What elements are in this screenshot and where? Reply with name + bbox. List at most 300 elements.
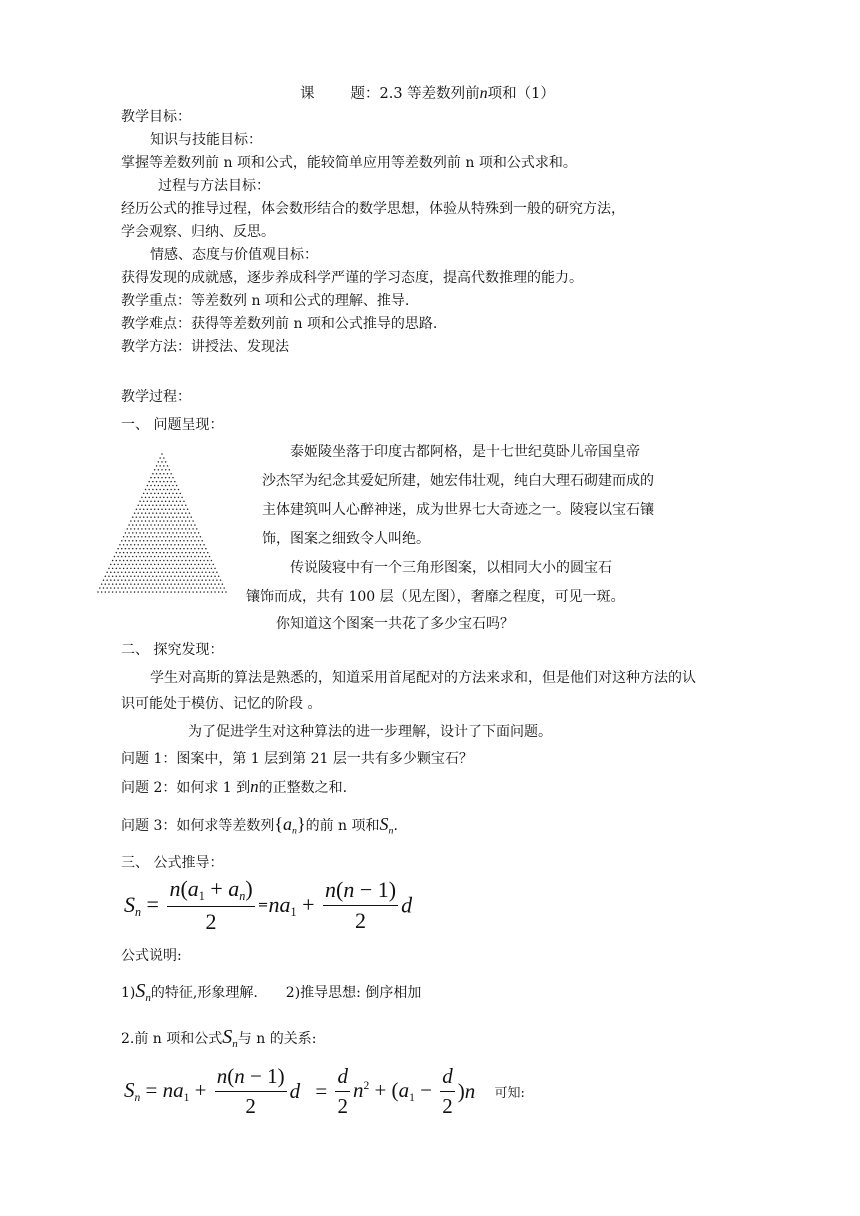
gem-dot: [196, 536, 198, 538]
gem-dot: [132, 548, 134, 550]
gem-dot: [176, 556, 178, 558]
gem-dot: [159, 457, 161, 459]
gem-dot: [191, 516, 193, 518]
gem-dot: [150, 532, 152, 534]
gem-dot: [114, 587, 116, 589]
gem-dot: [183, 564, 185, 566]
gem-dot: [139, 508, 141, 510]
gem-dot: [223, 587, 225, 589]
gem-dot: [150, 556, 152, 558]
gem-dot: [169, 477, 171, 479]
gem-dot: [154, 485, 156, 487]
gem-dot: [169, 579, 171, 581]
gem-dot: [158, 572, 160, 574]
gem-dot: [185, 505, 187, 507]
gem-dot: [163, 481, 165, 483]
question-3: [121, 814, 398, 841]
gem-dot: [187, 532, 189, 534]
gem-dot: [180, 579, 182, 581]
gem-dot: [110, 579, 112, 581]
gem-dot: [180, 501, 182, 503]
gem-dot: [128, 532, 130, 534]
gem-dot: [147, 524, 149, 526]
gem-dot: [148, 528, 150, 530]
gem-dot: [203, 560, 205, 562]
gem-dot: [110, 564, 112, 566]
gem-dot: [159, 505, 161, 507]
gem-dot: [114, 572, 116, 574]
gem-dot: [225, 591, 227, 593]
gem-dot: [154, 508, 156, 510]
gem-dot: [103, 587, 105, 589]
gem-dot: [134, 552, 136, 554]
gem-dot: [127, 568, 129, 570]
gem-dot: [154, 540, 156, 542]
gem-dot: [130, 536, 132, 538]
process-heading: 教学过程：: [121, 389, 191, 405]
gem-dot: [172, 508, 174, 510]
gem-dot: [178, 591, 180, 593]
gem-dot: [137, 528, 139, 530]
gem-dot: [163, 465, 165, 467]
gem-dot: [172, 548, 174, 550]
gem-dot: [174, 575, 176, 577]
gem-dot: [128, 572, 130, 574]
story-line-3: 主体建筑叫人心醉神迷，成为世界七大奇迹之一。陵寝以宝石镶: [262, 502, 654, 518]
gem-dot: [127, 591, 129, 593]
gem-dot: [134, 520, 136, 522]
gem-dot: [150, 501, 152, 503]
gem-dot: [123, 544, 125, 546]
gem-dot: [154, 579, 156, 581]
gem-dot: [106, 587, 108, 589]
gem-dot: [152, 544, 154, 546]
gem-dot: [169, 485, 171, 487]
gem-dot: [105, 591, 107, 593]
gem-dot: [123, 575, 125, 577]
gem-dot: [152, 528, 154, 530]
gem-dot: [194, 532, 196, 534]
section-2-heading: 二、 探究发现：: [121, 642, 224, 658]
gem-dot: [220, 587, 222, 589]
gem-dot: [141, 512, 143, 514]
gem-dot: [156, 520, 158, 522]
gem-dot: [147, 501, 149, 503]
gem-dot: [148, 591, 150, 593]
gem-dot: [159, 489, 161, 491]
section-1-heading: 一、 问题呈现：: [121, 417, 224, 433]
note-1-label: 1): [121, 985, 136, 1001]
gem-dot: [137, 591, 139, 593]
gem-dot: [196, 560, 198, 562]
gem-dot: [192, 591, 194, 593]
page-title: [300, 84, 555, 104]
gem-dot: [194, 587, 196, 589]
gem-dot: [187, 564, 189, 566]
gem-dot: [125, 532, 127, 534]
gem-dot: [150, 579, 152, 581]
gem-dot: [198, 587, 200, 589]
gem-dot: [143, 564, 145, 566]
gem-dot: [132, 572, 134, 574]
gem-dot: [121, 572, 123, 574]
gem-dot: [201, 540, 203, 542]
gem-dot: [117, 572, 119, 574]
gem-dot: [119, 552, 121, 554]
gem-dot: [119, 568, 121, 570]
gem-dot: [148, 552, 150, 554]
gem-dot: [205, 548, 207, 550]
difficulty: 教学难点：获得等差数列前 n 项和公式推导的思路.: [121, 316, 438, 332]
gem-dot: [139, 516, 141, 518]
gem-dot: [201, 579, 203, 581]
gem-dot: [185, 583, 187, 585]
gem-dot: [170, 497, 172, 499]
gem-dot: [116, 575, 118, 577]
gem-dot: [159, 591, 161, 593]
gem-dot: [158, 469, 160, 471]
process-goal-text-1: 经历公式的推导过程，体会数形结合的数学思想，体验从特殊到一般的研究方法，: [121, 201, 625, 217]
question-3-end: .: [393, 818, 398, 834]
knowledge-text: 掌握等差数列前 n 项和公式，能较简单应用等差数列前 n 项和公式求和。: [121, 155, 577, 171]
gem-dot: [134, 536, 136, 538]
gem-dot: [170, 481, 172, 483]
gem-dot: [156, 536, 158, 538]
gem-dot: [194, 572, 196, 574]
gem-dot: [156, 575, 158, 577]
gem-dot: [178, 544, 180, 546]
gem-dot: [108, 575, 110, 577]
gem-dot: [136, 556, 138, 558]
gem-dot: [207, 591, 209, 593]
question-3-middle: 的前 n 项和: [305, 818, 380, 834]
gem-dot: [161, 556, 163, 558]
gem-dot: [148, 520, 150, 522]
gem-dot: [172, 524, 174, 526]
gem-dot: [130, 575, 132, 577]
gem-dot: [198, 572, 200, 574]
gem-dot: [185, 544, 187, 546]
goals-heading: 教学目标：: [121, 109, 191, 125]
gem-dot: [176, 508, 178, 510]
gem-dot: [185, 552, 187, 554]
gem-dot: [174, 560, 176, 562]
gem-dot: [191, 587, 193, 589]
gem-dot: [119, 591, 121, 593]
emotion-heading: 情感、态度与价值观目标：: [150, 247, 318, 263]
gem-dot: [165, 564, 167, 566]
gem-dot: [169, 587, 171, 589]
gem-dot: [136, 548, 138, 550]
gem-dot: [192, 528, 194, 530]
gem-dot: [161, 461, 163, 463]
gem-dot: [187, 556, 189, 558]
gem-dot: [178, 583, 180, 585]
gem-dot: [198, 564, 200, 566]
gem-dot: [170, 512, 172, 514]
gem-dot: [165, 477, 167, 479]
gem-dot: [181, 536, 183, 538]
gem-dot: [198, 532, 200, 534]
gem-dot: [130, 583, 132, 585]
gem-dot: [143, 556, 145, 558]
gem-dot: [176, 485, 178, 487]
gem-dot: [147, 540, 149, 542]
gem-dot: [178, 505, 180, 507]
gem-dot: [170, 536, 172, 538]
gem-dot: [141, 520, 143, 522]
gem-dot: [134, 575, 136, 577]
gem-dot: [121, 540, 123, 542]
gem-dot: [117, 556, 119, 558]
gem-dot: [150, 572, 152, 574]
gem-dot: [178, 489, 180, 491]
gem-dot: [137, 512, 139, 514]
gem-dot: [99, 587, 101, 589]
gem-dot: [176, 524, 178, 526]
gem-dot: [117, 587, 119, 589]
question-1: 问题 1：图案中，第 1 层到第 21 层一共有多少颗宝石？: [121, 751, 473, 767]
gem-dot: [143, 579, 145, 581]
gem-dot: [163, 497, 165, 499]
gem-dot: [185, 568, 187, 570]
gem-dot: [165, 587, 167, 589]
gem-dot: [150, 493, 152, 495]
gem-dot: [159, 544, 161, 546]
gem-dot: [165, 493, 167, 495]
gem-dot: [154, 477, 156, 479]
gem-dot: [194, 540, 196, 542]
gem-dot: [181, 568, 183, 570]
gem-dot: [187, 508, 189, 510]
gem-dot: [145, 512, 147, 514]
gem-dot: [156, 505, 158, 507]
gem-dot: [187, 540, 189, 542]
gem-dot: [222, 583, 224, 585]
gem-dot: [200, 583, 202, 585]
gem-dot: [196, 591, 198, 593]
gem-dot: [127, 552, 129, 554]
gem-dot: [130, 560, 132, 562]
gem-dot: [156, 481, 158, 483]
gem-dot: [170, 583, 172, 585]
gem-dot: [189, 591, 191, 593]
gem-dot: [185, 536, 187, 538]
gem-dot: [212, 564, 214, 566]
gem-dot: [152, 575, 154, 577]
gem-dot: [189, 512, 191, 514]
gem-dot: [165, 548, 167, 550]
formula-note-1: [121, 981, 421, 1008]
gem-dot: [167, 489, 169, 491]
gem-dot: [203, 591, 205, 593]
gem-dot: [97, 591, 99, 593]
gem-dot: [189, 568, 191, 570]
gem-dot: [181, 583, 183, 585]
note-1-text: 的特征,形象理解.: [150, 985, 258, 1001]
gem-dot: [130, 544, 132, 546]
gem-dot: [187, 524, 189, 526]
gem-dot: [154, 524, 156, 526]
gem-dot: [145, 497, 147, 499]
gem-dot: [136, 508, 138, 510]
sn-symbol-2: $S_n$: [135, 980, 151, 1004]
gem-dot: [192, 583, 194, 585]
gem-dot: [209, 564, 211, 566]
gem-dot: [201, 556, 203, 558]
gem-dot: [172, 493, 174, 495]
gem-dot: [134, 512, 136, 514]
gem-dot: [167, 575, 169, 577]
gem-dot: [165, 524, 167, 526]
gem-dot: [169, 564, 171, 566]
gem-dot: [169, 556, 171, 558]
gem-dot: [125, 572, 127, 574]
gem-dot: [216, 572, 218, 574]
sequence-an-symbol: $\{a_n\}$: [274, 814, 306, 837]
gem-dot: [180, 572, 182, 574]
gem-dot: [180, 516, 182, 518]
gem-dot: [170, 568, 172, 570]
knowledge-heading: 知识与技能目标：: [150, 132, 262, 148]
gem-dot: [158, 556, 160, 558]
gem-dot: [196, 575, 198, 577]
gem-dot: [211, 591, 213, 593]
gem-dot: [137, 575, 139, 577]
gem-dot: [163, 575, 165, 577]
gem-dot: [183, 524, 185, 526]
gem-dot: [194, 548, 196, 550]
gem-dot: [174, 512, 176, 514]
gem-dot: [205, 587, 207, 589]
note-2-label: 2.前 n 项和公式: [121, 1031, 223, 1047]
gem-dot: [180, 524, 182, 526]
gem-dot: [145, 536, 147, 538]
gem-dot: [211, 560, 213, 562]
gem-dot: [136, 579, 138, 581]
gem-dot: [137, 536, 139, 538]
gem-dot: [161, 493, 163, 495]
gem-dot: [222, 591, 224, 593]
gem-dot: [148, 575, 150, 577]
key-point: 教学重点：等差数列 n 项和公式的理解、推导.: [121, 293, 410, 309]
question-3-prefix: 问题 3：如何求等差数列: [121, 818, 275, 834]
gem-dot: [181, 497, 183, 499]
gem-dot: [201, 572, 203, 574]
gem-dot: [176, 532, 178, 534]
gem-dot: [143, 516, 145, 518]
gem-dot: [174, 481, 176, 483]
gem-dot: [145, 520, 147, 522]
gem-dot: [180, 587, 182, 589]
gem-dot: [218, 591, 220, 593]
gem-dot: [141, 528, 143, 530]
gem-dot: [170, 591, 172, 593]
formula-note-heading: 公式说明:: [121, 948, 182, 964]
gem-dot: [123, 536, 125, 538]
gem-dot: [180, 548, 182, 550]
gem-dot: [148, 583, 150, 585]
explore-text-1: 学生对高斯的算法是熟悉的，知道采用首尾配对的方法来求和，但是他们对这种方法的认: [150, 670, 696, 686]
gem-dot: [180, 508, 182, 510]
gem-dot: [141, 552, 143, 554]
gem-dot: [145, 528, 147, 530]
gem-dot: [181, 512, 183, 514]
formula-note-2: [121, 1027, 316, 1054]
gem-dot: [183, 556, 185, 558]
gem-dot: [200, 575, 202, 577]
gem-dot: [143, 572, 145, 574]
gem-dot: [178, 560, 180, 562]
gem-dot: [152, 505, 154, 507]
gem-dot: [211, 583, 213, 585]
gem-dot: [117, 564, 119, 566]
gem-dot: [205, 572, 207, 574]
gem-dot: [174, 536, 176, 538]
gem-dot: [147, 516, 149, 518]
gem-dot: [147, 556, 149, 558]
gem-dot: [161, 469, 163, 471]
gem-dot: [180, 556, 182, 558]
gem-dot: [172, 572, 174, 574]
gem-dot: [205, 564, 207, 566]
gem-dot: [214, 591, 216, 593]
gem-dot: [169, 493, 171, 495]
gem-dot: [134, 591, 136, 593]
gem-dot: [150, 540, 152, 542]
gem-dot: [170, 528, 172, 530]
gem-dot: [169, 540, 171, 542]
gem-dot: [139, 572, 141, 574]
story-line-4: 饰，图案之细致令人叫绝。: [262, 531, 430, 547]
sn-symbol-3: $S_n$: [222, 1026, 238, 1050]
gem-dot: [165, 469, 167, 471]
gem-dot: [119, 560, 121, 562]
gem-dot: [132, 587, 134, 589]
gem-dot: [132, 564, 134, 566]
gem-dot: [116, 591, 118, 593]
gem-dot: [169, 524, 171, 526]
gem-dot: [158, 493, 160, 495]
gem-dot: [218, 583, 220, 585]
gem-dot: [147, 579, 149, 581]
gem-dot: [212, 587, 214, 589]
gem-dot: [148, 560, 150, 562]
title-part-c: 项和（1）: [487, 86, 555, 102]
gem-dot: [191, 524, 193, 526]
gem-dot: [121, 564, 123, 566]
gem-dot: [121, 556, 123, 558]
gem-dot: [141, 583, 143, 585]
gem-dot: [152, 489, 154, 491]
gem-dot: [152, 497, 154, 499]
gem-dot: [159, 465, 161, 467]
gem-dot: [145, 505, 147, 507]
gem-dot: [207, 568, 209, 570]
gem-dot: [176, 548, 178, 550]
gem-dot: [147, 508, 149, 510]
gem-dot: [170, 505, 172, 507]
gem-dot: [167, 481, 169, 483]
gem-dot: [183, 540, 185, 542]
gem-dot: [152, 536, 154, 538]
gem-dot: [169, 516, 171, 518]
story-line-6: 镶饰而成，共有 100 层（见左图），奢靡之程度，可见一斑。: [246, 589, 625, 605]
question-2-prefix: 问题 2：如何求 1 到: [121, 780, 251, 796]
gem-dot: [180, 540, 182, 542]
gem-dot: [165, 461, 167, 463]
gem-dot: [156, 560, 158, 562]
